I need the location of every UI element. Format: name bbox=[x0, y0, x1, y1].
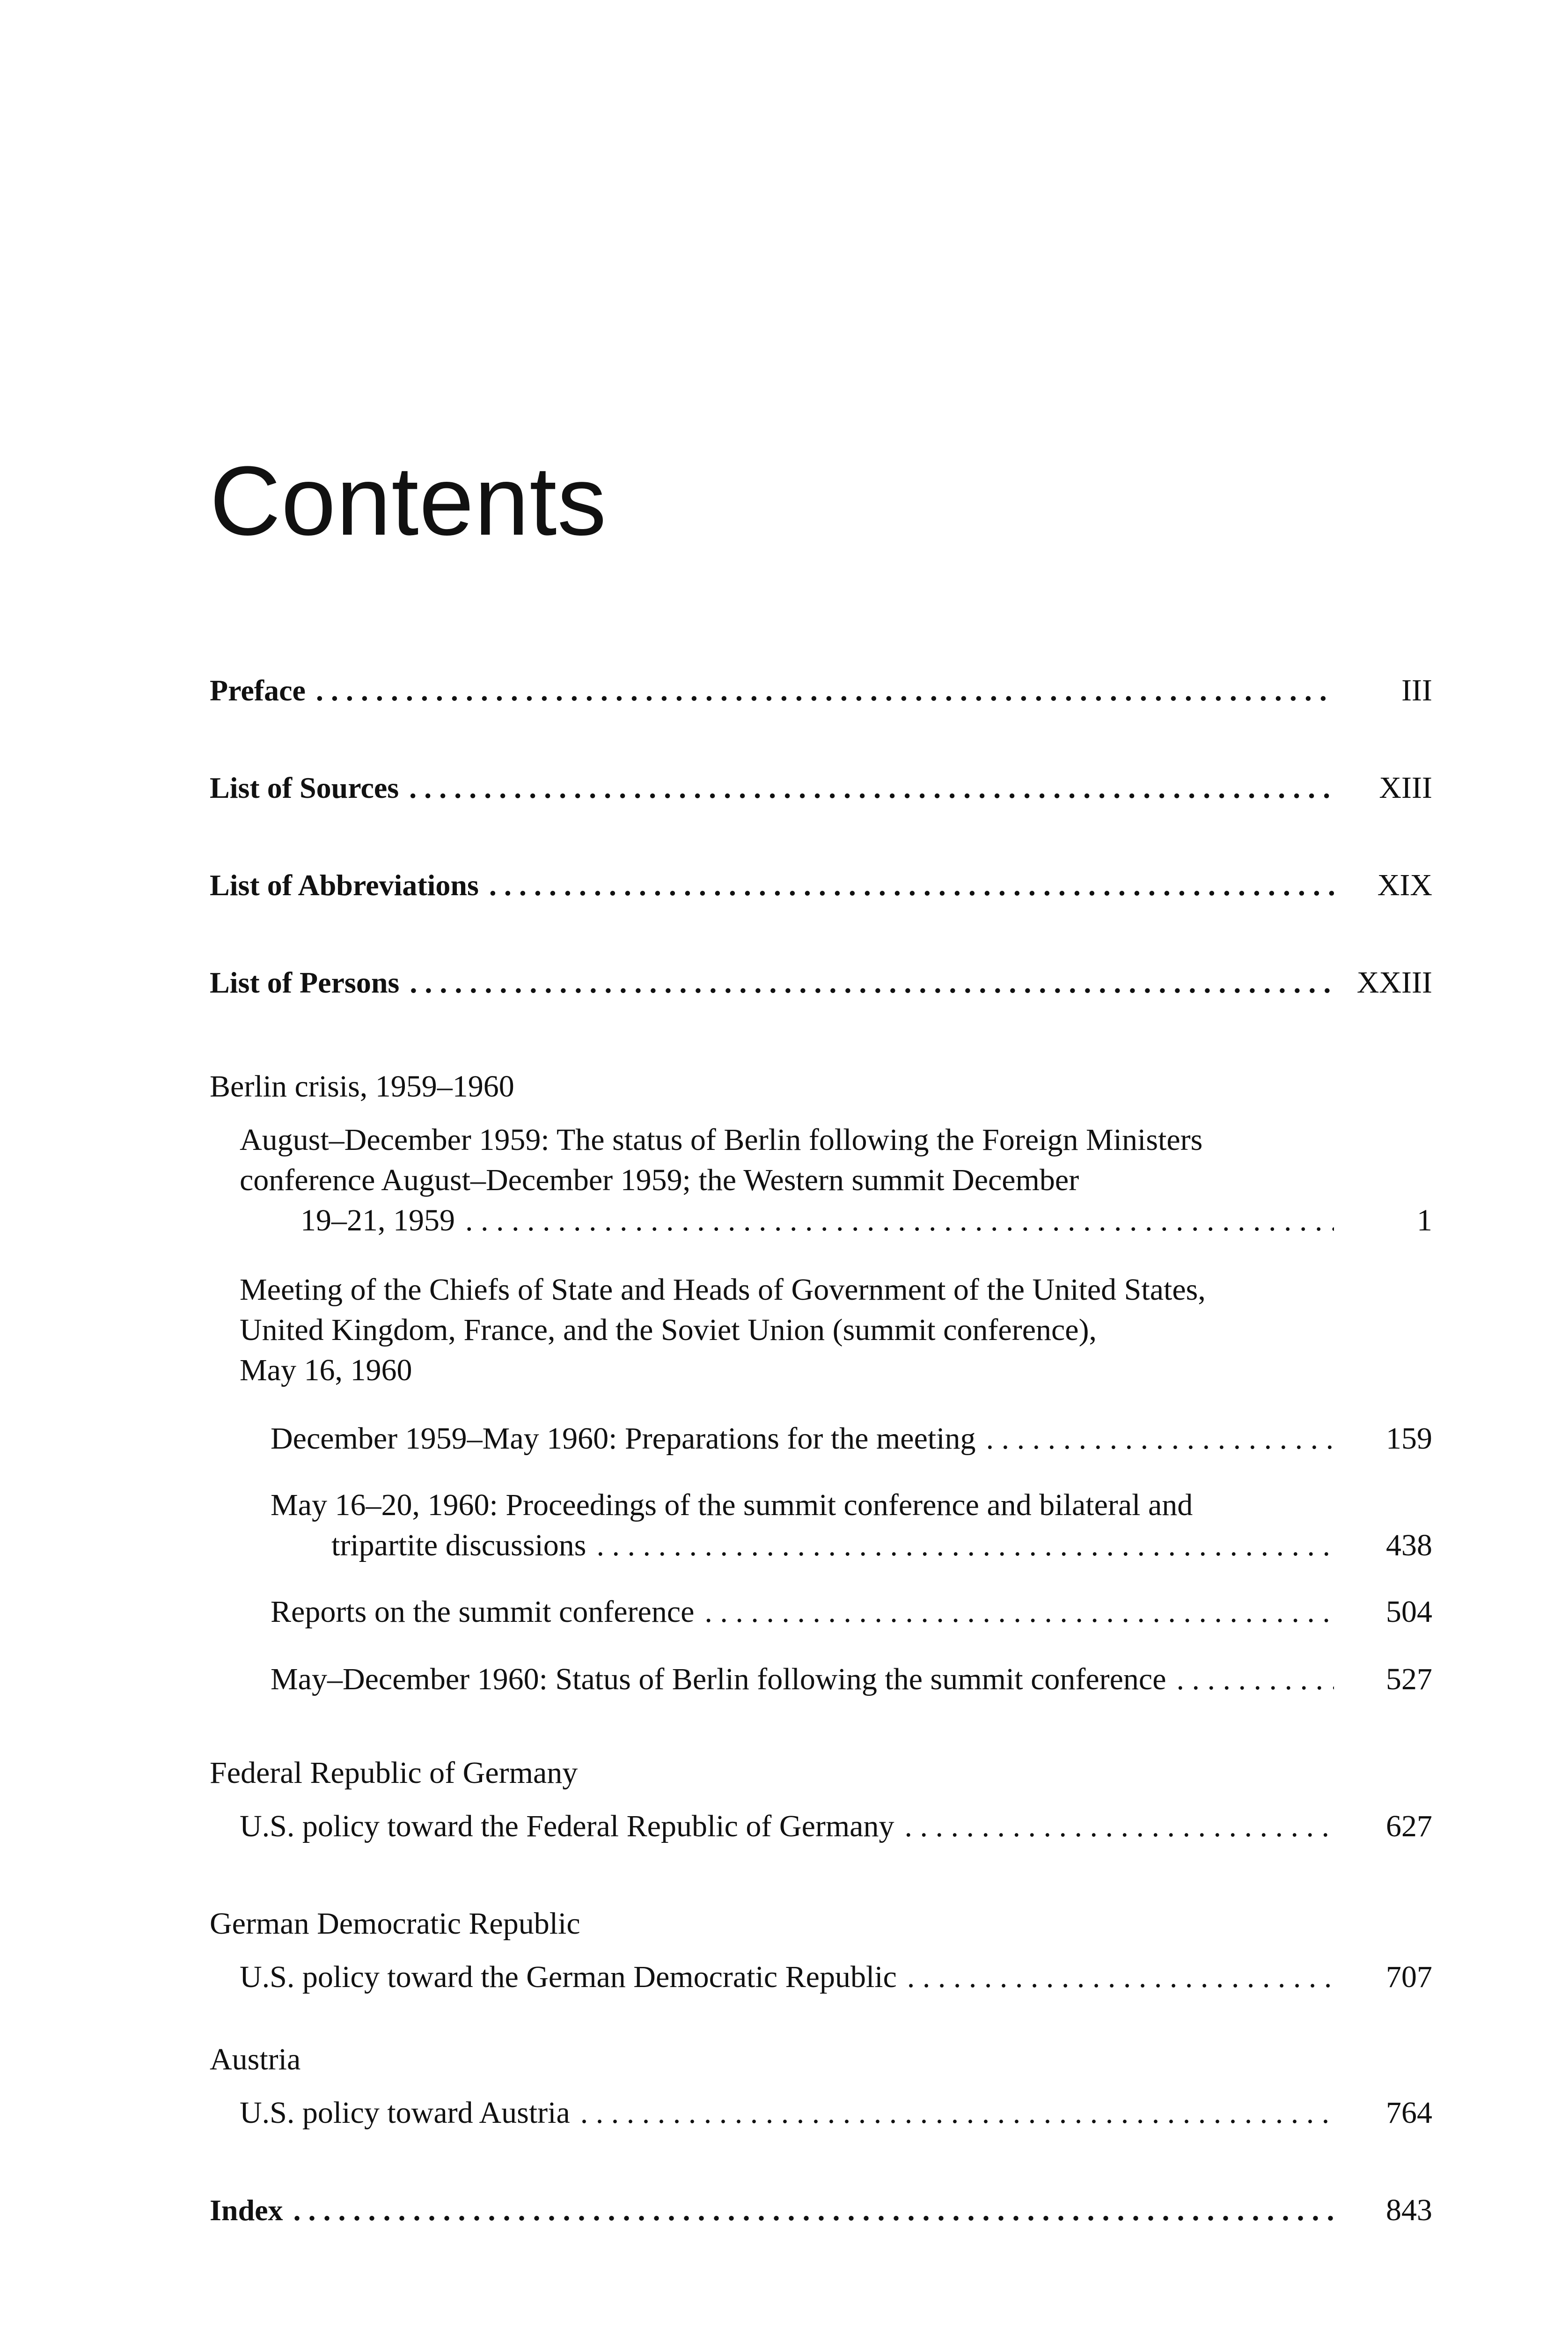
page-title: Contents bbox=[210, 446, 607, 556]
toc-page-number: 527 bbox=[1386, 1662, 1432, 1696]
toc-entry-list-of-persons[interactable] bbox=[210, 963, 1432, 1003]
toc-page-number: XXIII bbox=[1356, 965, 1432, 1000]
toc-entry-title-line-1: Meeting of the Chiefs of State and Heads of Government of the United States, bbox=[240, 1273, 1206, 1307]
toc-entry-gdr-policy[interactable] bbox=[240, 1957, 1432, 1997]
section-heading-frg: Federal Republic of Germany bbox=[210, 1756, 578, 1790]
toc-entry-title: List of Persons bbox=[210, 966, 400, 999]
toc-entry-title-line-2: conference August–December 1959; the Western summit December bbox=[240, 1163, 1079, 1197]
toc-entry-title: Reports on the summit conference bbox=[271, 1595, 695, 1629]
dot-leader bbox=[894, 1806, 1334, 1847]
toc-entry-title-line-3: May 16, 1960 bbox=[240, 1353, 412, 1387]
dot-leader bbox=[399, 963, 1334, 1003]
toc-page-number: 159 bbox=[1386, 1421, 1432, 1456]
section-heading-gdr: German Democratic Republic bbox=[210, 1907, 580, 1941]
toc-entry-list-of-sources[interactable] bbox=[210, 768, 1432, 808]
toc-page-number: 627 bbox=[1386, 1809, 1432, 1843]
dot-leader bbox=[283, 2190, 1334, 2231]
toc-entry-title: Index bbox=[210, 2194, 283, 2227]
toc-page-number: 438 bbox=[1386, 1528, 1432, 1562]
toc-entry-preface[interactable] bbox=[210, 670, 1432, 711]
toc-entry-preparations[interactable] bbox=[271, 1419, 1432, 1459]
toc-entry-list-of-abbreviations[interactable] bbox=[210, 865, 1432, 905]
toc-entry-title: December 1959–May 1960: Preparations for the meeting bbox=[271, 1421, 976, 1456]
dot-leader bbox=[976, 1419, 1334, 1459]
toc-page-number: 707 bbox=[1386, 1960, 1432, 1994]
toc-entry-title-line-3: 19–21, 1959 bbox=[300, 1203, 455, 1237]
dot-leader bbox=[570, 2093, 1334, 2133]
toc-entry-summit-meeting bbox=[240, 1270, 1432, 1391]
dot-leader bbox=[1166, 1659, 1334, 1700]
toc-entry-may-dec-1960[interactable] bbox=[271, 1659, 1432, 1700]
toc-page-number: 764 bbox=[1386, 2096, 1432, 2130]
toc-page-number: XIX bbox=[1377, 868, 1432, 902]
toc-page-number: 504 bbox=[1386, 1595, 1432, 1629]
toc-entry-title-line-1: August–December 1959: The status of Berlin following the Foreign Ministers bbox=[240, 1123, 1203, 1157]
toc-entry-proceedings[interactable] bbox=[271, 1485, 1432, 1566]
dot-leader bbox=[399, 768, 1334, 808]
toc-entry-austria-policy[interactable] bbox=[240, 2093, 1432, 2133]
toc-entry-index[interactable] bbox=[210, 2190, 1432, 2231]
dot-leader bbox=[479, 865, 1334, 905]
dot-leader bbox=[694, 1592, 1334, 1632]
toc-entry-title-line-2: United Kingdom, France, and the Soviet Union (summit conference), bbox=[240, 1313, 1097, 1347]
dot-leader bbox=[306, 670, 1334, 711]
toc-entry-title: List of Sources bbox=[210, 771, 399, 804]
dot-leader bbox=[897, 1957, 1334, 1997]
toc-page-number: 1 bbox=[1417, 1203, 1432, 1237]
toc-entry-frg-policy[interactable] bbox=[240, 1806, 1432, 1847]
toc-entry-title-line-1: May 16–20, 1960: Proceedings of the summit conference and bilateral and bbox=[271, 1488, 1193, 1522]
toc-page-number: III bbox=[1401, 673, 1432, 707]
toc-entry-title: List of Abbreviations bbox=[210, 869, 479, 902]
toc-entry-title: U.S. policy toward the Federal Republic of Germany bbox=[240, 1809, 894, 1843]
toc-page-number: 843 bbox=[1386, 2193, 1432, 2227]
toc-entry-title: Preface bbox=[210, 674, 306, 707]
section-heading-austria: Austria bbox=[210, 2042, 301, 2076]
dot-leader bbox=[455, 1200, 1334, 1241]
toc-entry-title-line-2: tripartite discussions bbox=[331, 1528, 586, 1562]
dot-leader bbox=[586, 1525, 1334, 1566]
toc-entry-reports[interactable] bbox=[271, 1592, 1432, 1632]
toc-entry-title: U.S. policy toward Austria bbox=[240, 2096, 570, 2130]
toc-page-number: XIII bbox=[1379, 771, 1432, 805]
toc-entry-aug-dec-1959[interactable] bbox=[240, 1120, 1432, 1241]
toc-entry-title: U.S. policy toward the German Democratic Republic bbox=[240, 1960, 897, 1994]
toc-entry-title: May–December 1960: Status of Berlin following the summit conference bbox=[271, 1662, 1166, 1696]
section-heading-berlin-crisis: Berlin crisis, 1959–1960 bbox=[210, 1069, 514, 1104]
